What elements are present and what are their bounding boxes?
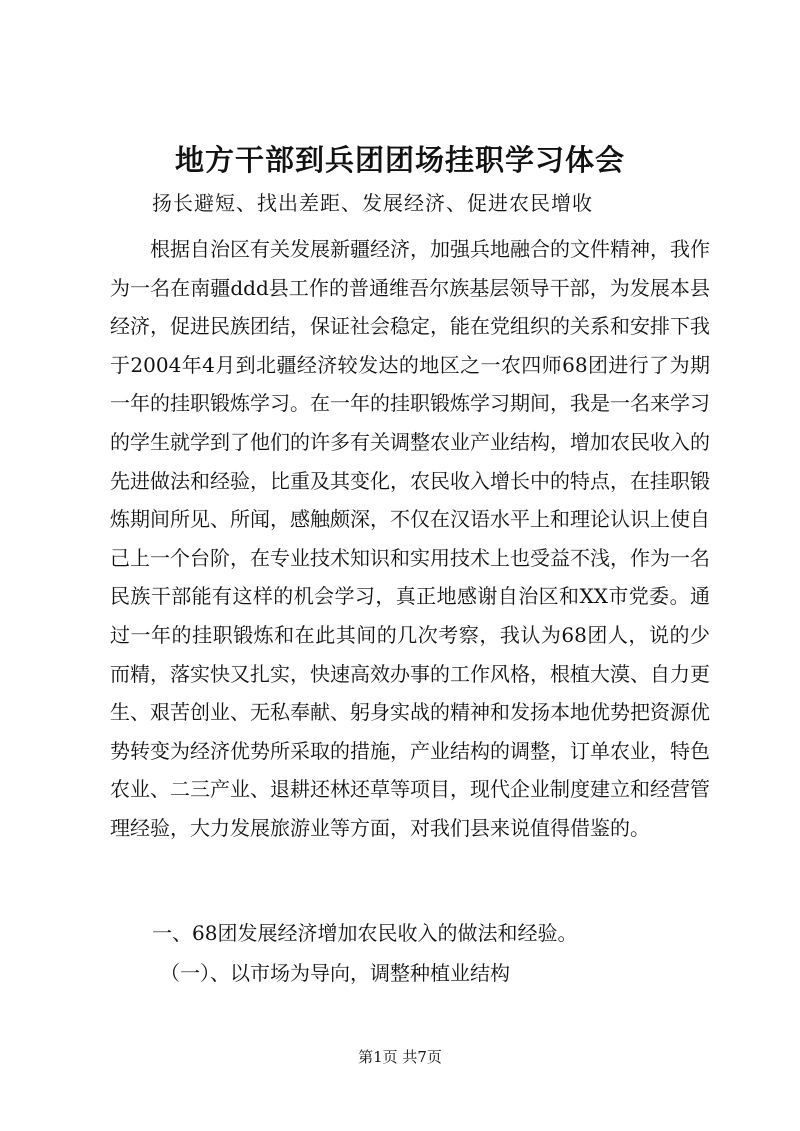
section-heading-2: （一）、以市场为导向，调整种植业结构	[160, 961, 510, 985]
page-footer: 第1页 共7页	[358, 1048, 442, 1066]
document-title: 地方干部到兵团团场挂职学习体会	[174, 143, 625, 177]
body-paragraph: 根据自治区有关发展新疆经济，加强兵地融合的文件精神，我作为一名在南疆ddd县工作的普通维吾尔族基层领导干部，为发展本县经济，促进民族团结，保证社会稳定，能在党组织的关系和安排下我于2004年4月到北疆经济较发达的地区之一农四师68团进行了为期一年的挂职锻炼学习。在一年的挂职锻炼学习期间，我是一名来学习的学生就学到了他们的许多有关调整农业产业结构，增加农民收入的先进做法和经验，比重及其变化，农民收入增长中的特点，在挂职锻炼期间所见、所闻，感触颇深，不仅在汉语水平上和理论认识上使自己上一个台阶，在专业技术知识和实用技术上也受益不浅，作为一名民族干部能有这样的机会学习，真正地感谢自治区和XX市党委。通过一年的挂职锻炼和在此其间的几次考察，我认为68团人，说的少而精，落实快又扎实，快速高效办事的工作风格，根植大漠、自力更生、艰苦创业、无私奉献、躬身实战的精神和发扬本地优势把资源优势转变为经济优势所采取的措施，产业结构的调整，订单农业，特色农业、二三产业、退耕还林还草等项目，现代企业制度建立和经营管理经验，大力发展旅游业等方面，对我们县来说值得借鉴的。	[110, 237, 710, 840]
document-subtitle: 扬长避短、找出差距、发展经济、促进农民增收	[152, 191, 593, 215]
section-heading-1: 一、68团发展经济增加农民收入的做法和经验。	[152, 921, 578, 945]
